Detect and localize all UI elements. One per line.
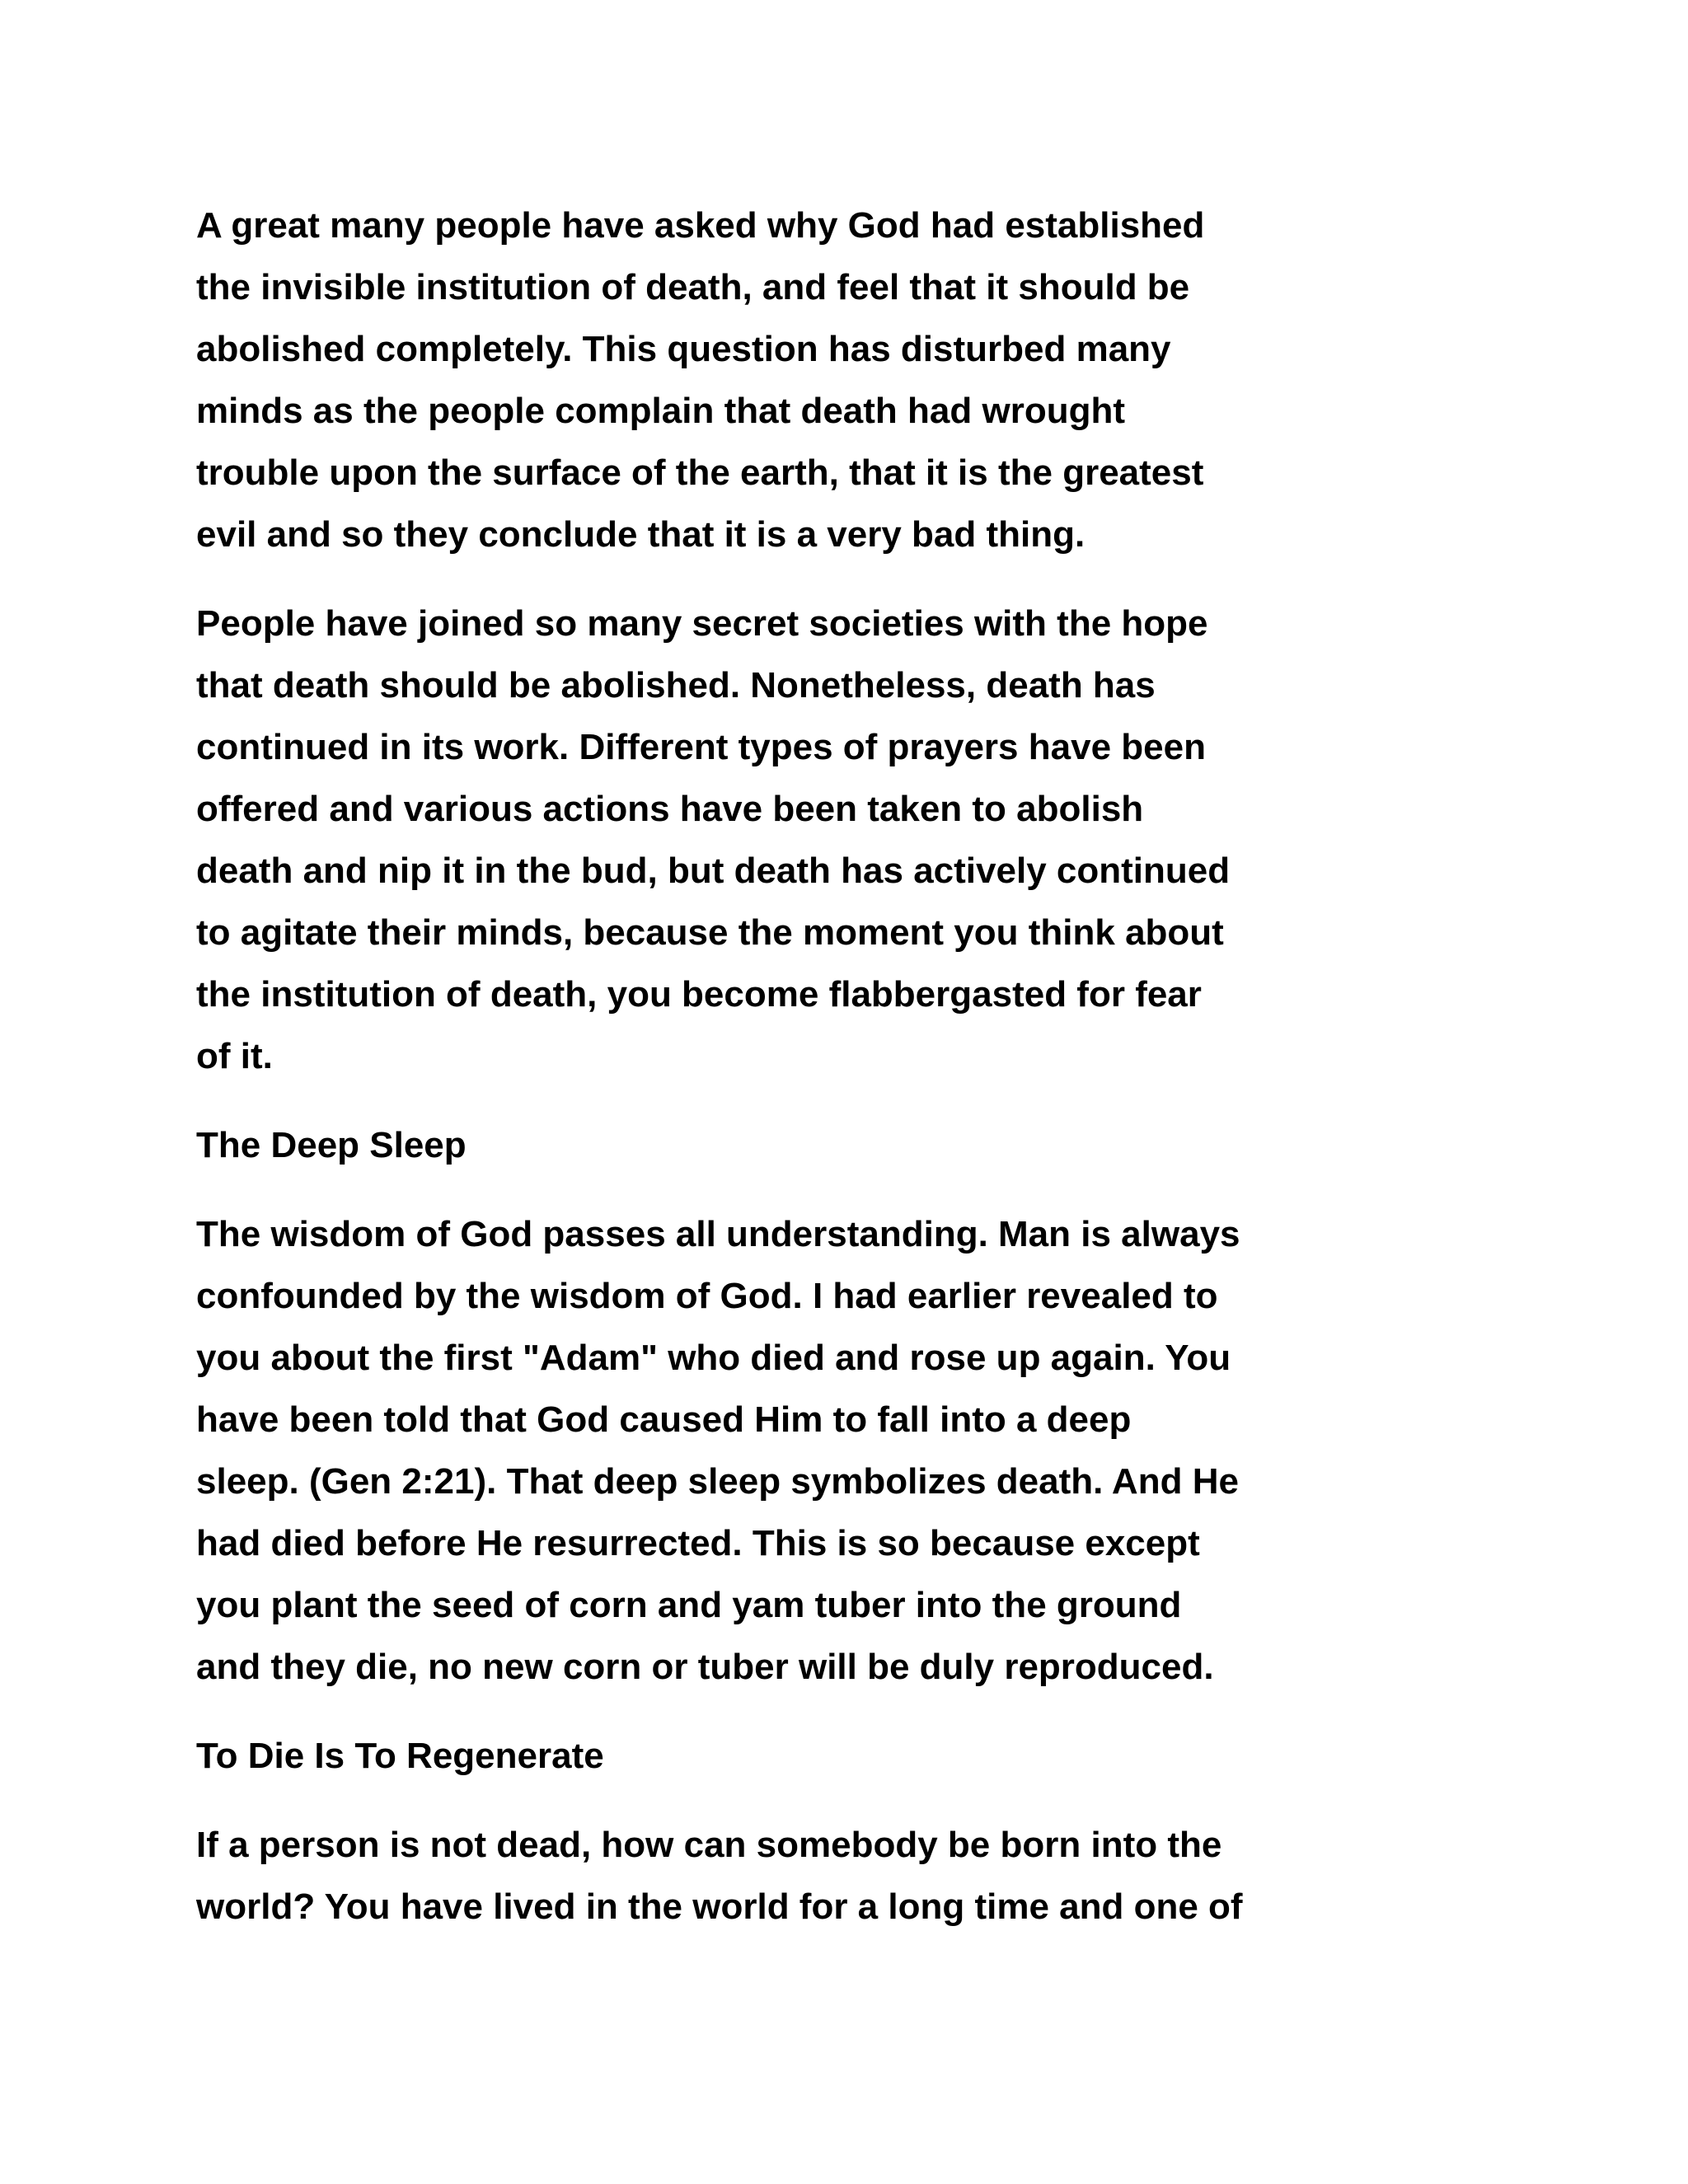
text-line: you about the first "Adam" who died and rose up again. You xyxy=(196,1338,1231,1378)
paragraph-1 xyxy=(196,194,1498,565)
text-line: confounded by the wisdom of God. I had earlier revealed to xyxy=(196,1276,1218,1316)
text-line: the invisible institution of death, and feel that it should be xyxy=(196,267,1190,307)
section-heading-die-regenerate xyxy=(196,1725,1498,1787)
paragraph-4 xyxy=(196,1814,1498,1938)
text-line: abolished completely. This question has disturbed many xyxy=(196,329,1171,369)
text-line: the institution of death, you become flabbergasted for fear xyxy=(196,974,1202,1015)
text-line: death and nip it in the bud, but death has actively continued xyxy=(196,851,1231,891)
text-line: world? You have lived in the world for a long time and one of xyxy=(196,1886,1243,1927)
text-line: If a person is not dead, how can somebody be born into the xyxy=(196,1825,1222,1865)
text-line: People have joined so many secret societies with the hope xyxy=(196,603,1208,644)
text-line: and they die, no new corn or tuber will be duly reproduced. xyxy=(196,1647,1214,1687)
text-line: sleep. (Gen 2:21). That deep sleep symbolizes death. And He xyxy=(196,1461,1239,1502)
text-line: that death should be abolished. Nonetheless, death has xyxy=(196,665,1156,705)
text-line: A great many people have asked why God had established xyxy=(196,205,1205,246)
heading-text: The Deep Sleep xyxy=(196,1125,467,1165)
text-line: evil and so they conclude that it is a very bad thing. xyxy=(196,514,1085,555)
text-line: had died before He resurrected. This is so because except xyxy=(196,1523,1200,1563)
text-line: continued in its work. Different types of prayers have been xyxy=(196,727,1206,767)
paragraph-2 xyxy=(196,593,1498,1087)
text-line: you plant the seed of corn and yam tuber into the ground xyxy=(196,1585,1182,1625)
text-line: offered and various actions have been taken to abolish xyxy=(196,789,1144,829)
text-line: to agitate their minds, because the moment you think about xyxy=(196,912,1224,953)
heading-text: To Die Is To Regenerate xyxy=(196,1736,604,1776)
text-line: trouble upon the surface of the earth, that it is the greatest xyxy=(196,452,1204,493)
text-line: have been told that God caused Him to fall into a deep xyxy=(196,1399,1132,1440)
section-heading-deep-sleep xyxy=(196,1114,1498,1176)
text-line: of it. xyxy=(196,1036,273,1076)
paragraph-3 xyxy=(196,1203,1498,1698)
text-line: The wisdom of God passes all understanding. Man is always xyxy=(196,1214,1240,1254)
text-line: minds as the people complain that death had wrought xyxy=(196,391,1125,431)
document-page xyxy=(196,194,1498,1965)
